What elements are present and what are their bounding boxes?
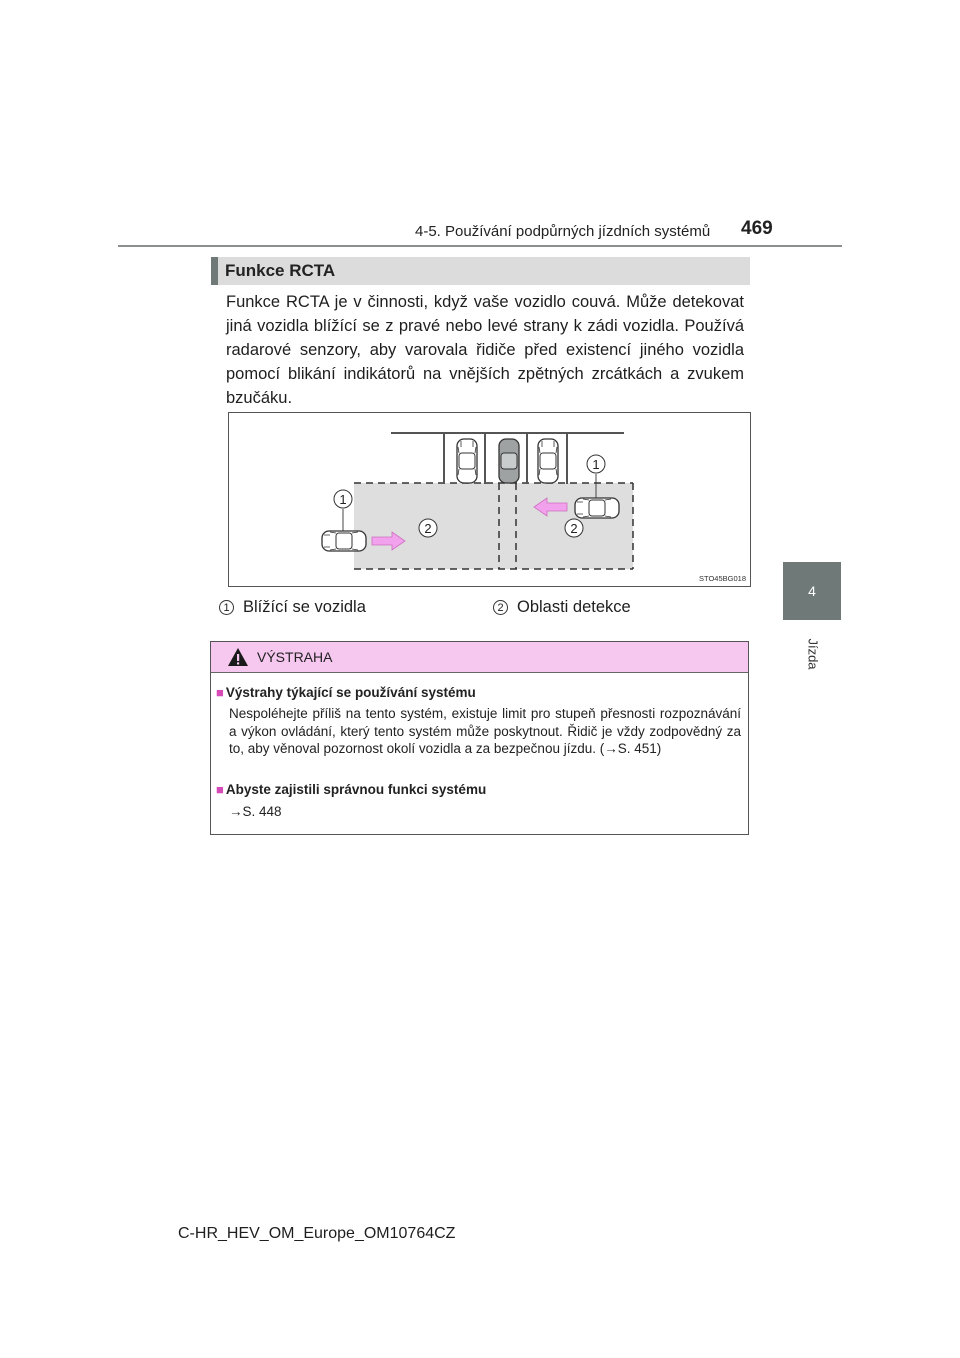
approaching-car-left xyxy=(322,531,366,551)
legend-item-1 xyxy=(219,598,366,617)
warning-heading: VÝSTRAHA xyxy=(257,649,333,665)
rcta-diagram-svg xyxy=(229,413,750,586)
section-heading-accent xyxy=(211,257,218,285)
section-heading xyxy=(211,257,750,285)
callout-1-right xyxy=(587,455,605,473)
warning-triangle-icon xyxy=(227,647,249,667)
warning-header xyxy=(211,642,748,673)
header-section-title: 4-5. Používání podpůrných jízdních systémů xyxy=(415,223,711,240)
chapter-label xyxy=(780,634,846,674)
section-paragraph: Funkce RCTA je v činnosti, když vaše vozidlo couvá. Může detekovat jiná vozidla blížící se z pravé nebo levé strany k zádi vozidla. Používá radarové senzory, aby varovala řidiče před existencí jiného vozidla pomocí blikání indikátorů na vnějších zpětných zrcátkách a zvukem bzučáku. xyxy=(226,293,744,407)
figure-code: STO45BG018 xyxy=(699,574,746,583)
legend-number: 2 xyxy=(493,600,508,615)
callout-2-left xyxy=(419,519,437,537)
bullet-square-icon: ■ xyxy=(216,782,224,797)
warning-item-body: →S. 448 xyxy=(229,804,282,819)
svg-text:2: 2 xyxy=(570,521,578,536)
header-rule xyxy=(118,245,842,247)
page-number: 469 xyxy=(741,218,773,239)
bullet-square-icon: ■ xyxy=(216,685,224,700)
svg-text:2: 2 xyxy=(424,521,432,536)
approaching-car-right xyxy=(575,498,619,518)
parked-car-left xyxy=(457,439,477,483)
chapter-number: 4 xyxy=(808,583,816,599)
legend-item-2 xyxy=(493,598,631,617)
svg-text:1: 1 xyxy=(592,457,600,472)
legend-text: Blížící se vozidla xyxy=(243,598,366,616)
legend-text: Oblasti detekce xyxy=(517,598,631,616)
chapter-label-text: Jízda xyxy=(805,638,821,670)
section-heading-text: Funkce RCTA xyxy=(225,261,336,280)
warning-item-title: ■ Abyste zajistili správnou funkci systému xyxy=(216,782,487,797)
warning-item-title: ■ Výstrahy týkající se používání systému xyxy=(216,685,476,700)
legend-number: 1 xyxy=(219,600,234,615)
callout-2-right xyxy=(565,519,583,537)
footer-doc-id: C-HR_HEV_OM_Europe_OM10764CZ xyxy=(178,1225,456,1242)
rcta-diagram xyxy=(228,412,751,587)
warning-box xyxy=(210,641,749,835)
svg-text:1: 1 xyxy=(339,492,347,507)
warning-item-body: Nespoléhejte příliš na tento systém, existuje limit pro stupeň přesnosti rozpoznávání a výkon ovládání, který tento systém může poskytnout. Řidič je vždy zodpovědný za to, aby věnoval pozornost okolí vozidla a za bezpečnou jízdu. (→S. 451) xyxy=(229,706,741,756)
callout-1-left xyxy=(334,490,352,508)
parked-car-right xyxy=(538,439,558,483)
own-vehicle xyxy=(499,439,519,483)
chapter-tab xyxy=(783,562,841,620)
